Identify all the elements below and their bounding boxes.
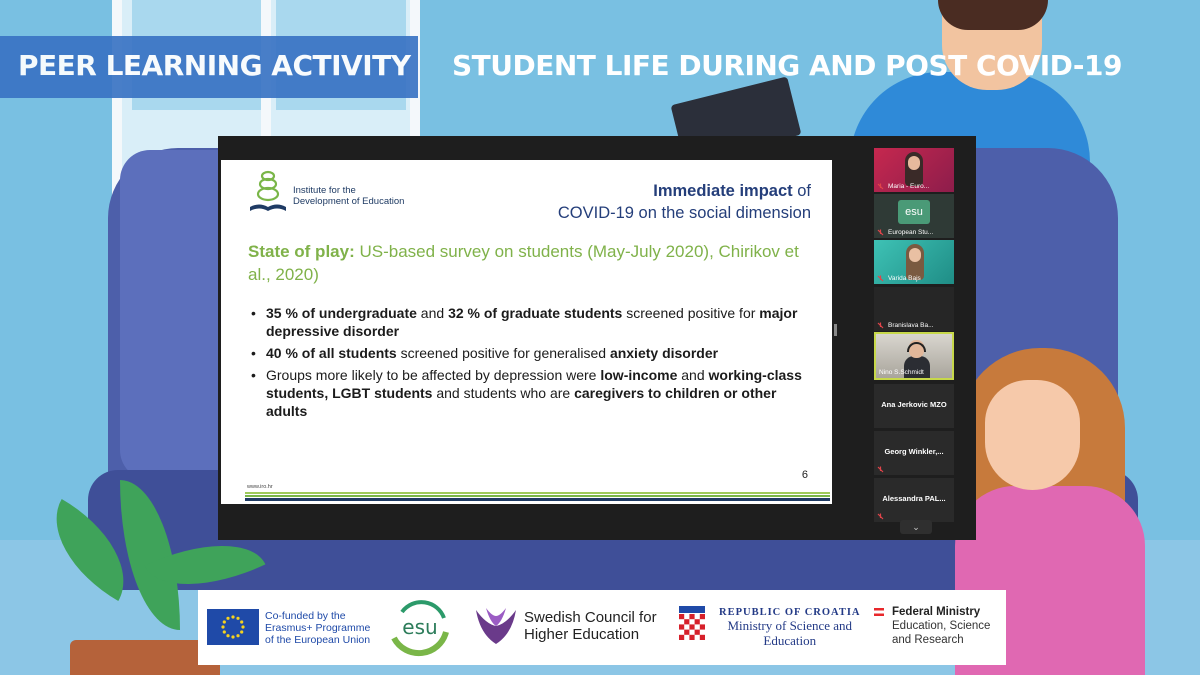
mic-muted-icon: [877, 322, 884, 329]
esu-logo: [384, 598, 456, 658]
swedish-council-name: Swedish Council for Higher Education: [524, 609, 657, 643]
mic-muted-icon: [877, 229, 884, 236]
croatia-coat-of-arms-icon: [677, 606, 707, 646]
participant-name: European Stu...: [888, 229, 934, 236]
slide-bullet-list: [249, 304, 809, 424]
participant-tile[interactable]: [874, 194, 954, 238]
partner-logos-bar: [198, 590, 1006, 665]
event-title: STUDENT LIFE DURING AND POST COVID-19: [452, 49, 1123, 82]
esu-avatar-icon: esu: [898, 200, 930, 224]
participant-tile[interactable]: [874, 384, 954, 428]
institute-name: Institute for the Development of Education: [293, 185, 405, 207]
participant-tile[interactable]: [874, 287, 954, 331]
mic-muted-icon: [877, 275, 884, 282]
chevron-down-icon[interactable]: ⌄: [900, 520, 932, 534]
participant-tile-active-speaker[interactable]: [874, 332, 954, 380]
activity-tag: [0, 36, 418, 98]
participant-tile[interactable]: [874, 478, 954, 522]
participant-name: Ana Jerkovic MZO: [881, 400, 947, 409]
participant-name: Maria - Euro...: [888, 183, 930, 190]
video-call-window: [218, 136, 976, 540]
swedish-council-logo-icon: [472, 604, 520, 648]
participant-tile[interactable]: [874, 240, 954, 284]
participant-tile[interactable]: [874, 431, 954, 475]
bullet-item: • 35 % of undergraduate and 32 % of graduate students screened positive for major depressive disorder: [249, 304, 809, 340]
participant-tile[interactable]: [874, 148, 954, 192]
austria-flag-icon: [874, 608, 884, 616]
institute-logo-icon: [247, 169, 289, 215]
croatian-ministry-name: REPUBLIC OF CROATIA Ministry of Science and Education: [719, 607, 861, 648]
participant-name: Alessandra PAL...: [882, 494, 946, 503]
participant-name: Georg Winkler,...: [884, 447, 944, 456]
panel-resize-handle[interactable]: [834, 324, 837, 336]
slide-subtitle: State of play: US-based survey on students (May-July 2020), Chirikov et al., 2020): [248, 242, 799, 284]
participant-name: Branislava Ba...: [888, 322, 934, 329]
shared-slide: [221, 160, 832, 504]
slide-page-number: 6: [801, 469, 808, 481]
slide-footer-stripe: [245, 492, 830, 494]
eu-flag-icon: [207, 609, 259, 645]
bullet-item: • 40 % of all students screened positive for generalised anxiety disorder: [249, 344, 809, 362]
activity-tag-label: PEER LEARNING ACTIVITY: [18, 49, 411, 82]
participant-name: Varida Bajs: [888, 275, 921, 282]
participant-name: Nino S.Schmidt: [879, 369, 924, 376]
mic-muted-icon: [877, 466, 884, 473]
slide-url: www.iro.hr: [247, 484, 273, 490]
slide-title: Immediate impact of COVID-19 on the social dimension: [557, 182, 811, 222]
bullet-item: • Groups more likely to be affected by depression were low-income and working-class students, LGBT students and students who are caregivers to children or other adults: [249, 366, 809, 420]
austrian-ministry-name: Federal Ministry Education, Science and Research: [892, 606, 991, 646]
mic-muted-icon: [877, 183, 884, 190]
event-header: [0, 36, 1200, 98]
eu-cofunding-text: Co-funded by the Erasmus+ Programme of the European Union: [265, 610, 371, 646]
esu-wordmark: esu: [402, 615, 438, 639]
mic-muted-icon: [877, 513, 884, 520]
